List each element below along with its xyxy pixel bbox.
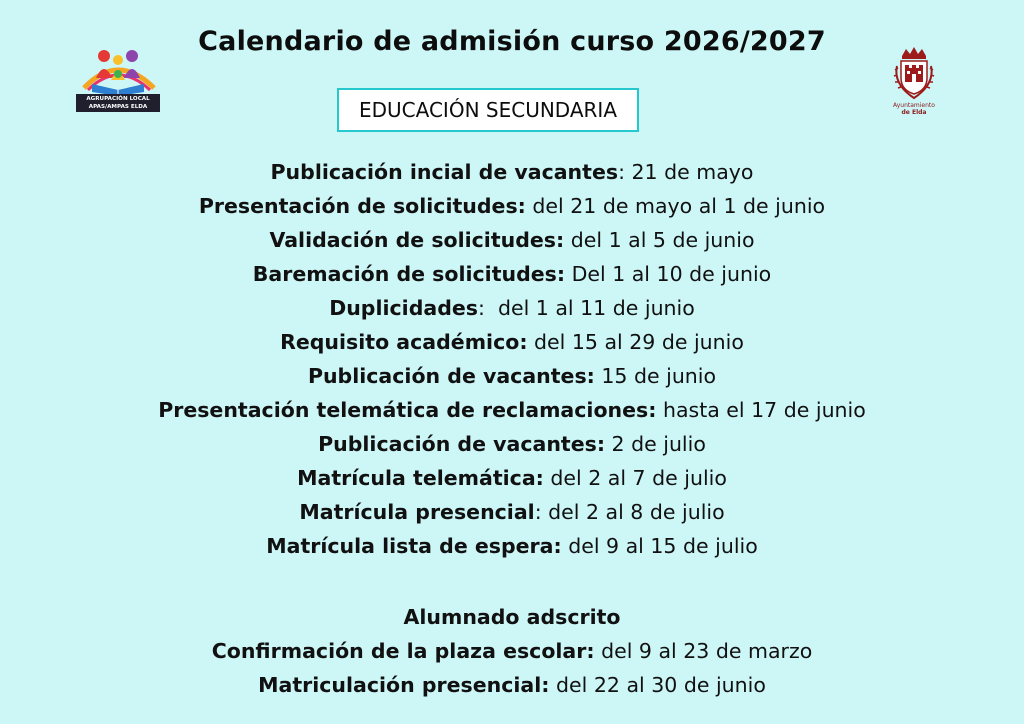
adscrito-heading: Alumnado adscrito	[403, 605, 621, 629]
page-title: Calendario de admisión curso 2026/2027	[198, 26, 826, 57]
schedule-item-label: Validación de solicitudes:	[269, 228, 565, 252]
adscrito-item	[0, 668, 1024, 702]
logo-caption-line2: APAS/AMPAS ELDA	[88, 104, 148, 110]
section-subtitle: EDUCACIÓN SECUNDARIA	[337, 88, 639, 132]
schedule-item-date: del 1 al 5 de junio	[564, 228, 755, 252]
schedule-item	[0, 223, 1024, 257]
schedule-item	[0, 529, 1024, 563]
adscrito-item-date: del 9 al 23 de marzo	[594, 639, 813, 663]
schedule-item	[0, 495, 1024, 529]
schedule-item-label: Publicación incial de vacantes	[270, 160, 619, 184]
schedule-item-date: del 1 al 11 de junio	[484, 296, 695, 320]
schedule-item-label: Publicación de vacantes:	[318, 432, 606, 456]
adscrito-item	[0, 634, 1024, 668]
schedule-item-date: 15 de junio	[594, 364, 717, 388]
schedule-item-date: hasta el 17 de junio	[656, 398, 866, 422]
schedule-item	[0, 359, 1024, 393]
schedule-item-label: Matrícula presencial	[299, 500, 535, 524]
adscrito-item-label: Matriculación presencial:	[258, 673, 550, 697]
schedule-item-sep: :	[534, 500, 542, 524]
schedule-item	[0, 189, 1024, 223]
adscrito-item-label: Confirmación de la plaza escolar:	[211, 639, 595, 663]
schedule-item	[0, 257, 1024, 291]
schedule-item-label: Matrícula telemática:	[297, 466, 544, 490]
logo-caption-line1: AGRUPACIÓN LOCAL	[86, 96, 150, 102]
crest-shield-icon	[892, 46, 936, 100]
schedule-item-label: Baremación de solicitudes:	[252, 262, 566, 286]
schedule-item-date: 2 de julio	[605, 432, 706, 456]
ayuntamiento-elda-logo	[880, 46, 948, 126]
schedule-item-date: del 15 al 29 de junio	[527, 330, 744, 354]
schedule-item-date: 21 de mayo	[624, 160, 754, 184]
schedule-item-sep: :	[478, 296, 485, 320]
schedule-item	[0, 461, 1024, 495]
ayuntamiento-caption-line1: Ayuntamiento	[893, 102, 935, 109]
schedule-item	[0, 155, 1024, 189]
schedule-item-date: del 9 al 15 de julio	[561, 534, 758, 558]
adscrito-item-date: del 22 al 30 de junio	[549, 673, 766, 697]
schedule-item-date: del 2 al 8 de julio	[541, 500, 725, 524]
schedule-item	[0, 325, 1024, 359]
schedule-item-date: Del 1 al 10 de junio	[565, 262, 772, 286]
schedule-item-label: Publicación de vacantes:	[307, 364, 595, 388]
ayuntamiento-caption-line2: de Elda	[901, 109, 927, 116]
section-spacer	[0, 563, 1024, 600]
schedule-item	[0, 291, 1024, 325]
schedule-item-sep: :	[618, 160, 625, 184]
people-book-icon	[70, 44, 166, 96]
schedule-item-label: Matrícula lista de espera:	[266, 534, 562, 558]
apas-ampas-logo	[70, 44, 166, 114]
admission-schedule	[0, 155, 1024, 702]
schedule-item-date: del 2 al 7 de julio	[543, 466, 727, 490]
schedule-item-label: Duplicidades	[329, 296, 478, 320]
ayuntamiento-caption	[880, 102, 948, 116]
schedule-item	[0, 393, 1024, 427]
logo-caption	[76, 94, 160, 112]
schedule-item-label: Requisito académico:	[280, 330, 528, 354]
schedule-item-label: Presentación telemática de reclamaciones:	[158, 398, 657, 422]
schedule-item-date: del 21 de mayo al 1 de junio	[525, 194, 826, 218]
schedule-item-label: Presentación de solicitudes:	[198, 194, 526, 218]
schedule-item	[0, 427, 1024, 461]
